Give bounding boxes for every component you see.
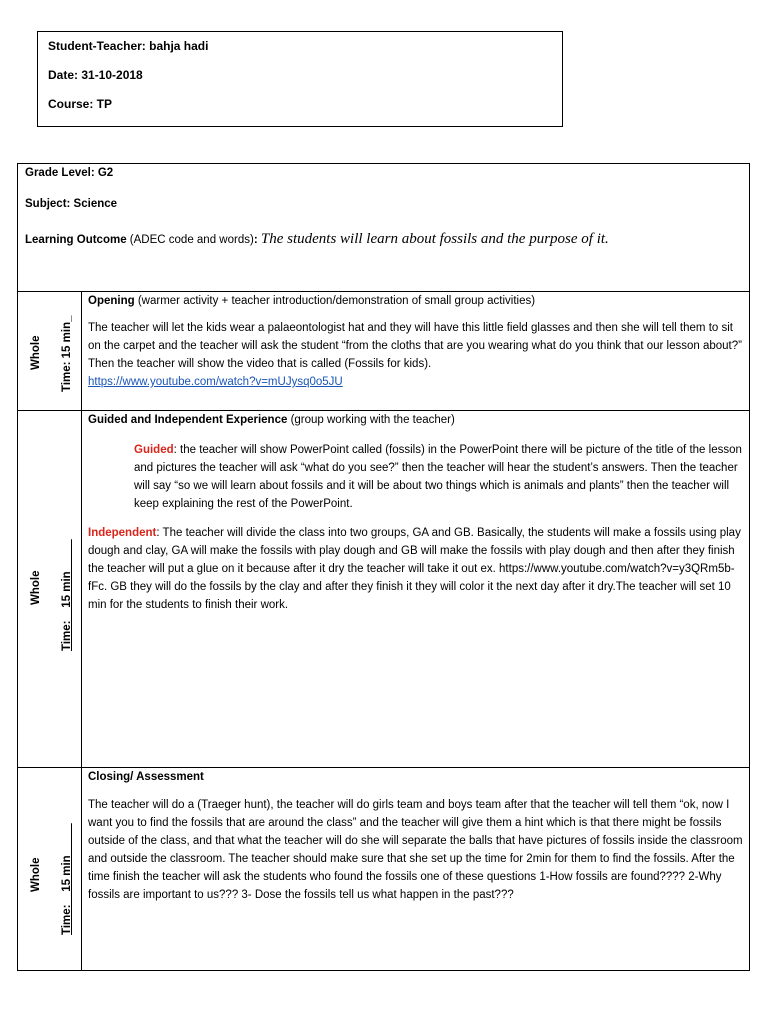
learning-outcome-paren: (ADEC code and words) bbox=[126, 234, 254, 246]
guided-title-text: Guided and Independent Experience bbox=[88, 414, 288, 426]
closing-row bbox=[18, 768, 749, 970]
closing-body: The teacher will do a (Traeger hunt), the teacher will do girls team and boys team after that the teacher will tell them “ok, now I want you to find the fossils that are around the class” and the teacher will give them a hint which is that there might be fossils outside of the class, and that what the teacher will do she will separate the balls that have pictures of fossils inside the classroom and outside the classroom. The teacher should make sure that she set up the time for 2min for them to find the fossils. After the time finish the teacher will ask the students who found the fossils one of these questions 1-How fossils are found???? 2-Why fossils are important to us??? 3- Dose the fossils tell us what happen in the past??? bbox=[88, 799, 743, 901]
opening-body: The teacher will let the kids wear a palaeontologist hat and they will have this little field glasses and then she will tell them to sit on the carpet and the teacher will ask the student “from the cloths that are you wearing what do you think that our lesson about?” Then the teacher will show the video that is called (Fossils for kids). bbox=[88, 322, 742, 370]
guided-paragraph bbox=[134, 441, 743, 513]
guided-whole-label: Whole bbox=[30, 570, 42, 605]
header-info-box bbox=[37, 31, 563, 127]
closing-title: Closing/ Assessment bbox=[88, 771, 204, 783]
closing-content bbox=[88, 768, 743, 904]
guided-text: : the teacher will show PowerPoint called (fossils) in the PowerPoint there will be picture of the title of the lesson and pictures the teacher will ask “what do you see?” then the teacher will hear the student’s answers. Then the teacher will say “so we will learn about fossils and it will be about two things which is animals and plants” then the teacher will keep explaining the rest of the PowerPoint. bbox=[134, 444, 742, 510]
lesson-plan-table bbox=[17, 163, 750, 971]
opening-whole-label: Whole bbox=[30, 335, 42, 370]
guided-side-cell bbox=[18, 411, 82, 767]
opening-title-text: Opening bbox=[88, 295, 135, 307]
guided-label: Guided bbox=[134, 444, 174, 456]
independent-label: Independent bbox=[88, 527, 157, 539]
learning-outcome-label: Learning Outcome bbox=[25, 234, 127, 246]
independent-paragraph bbox=[88, 524, 743, 614]
closing-side-cell bbox=[18, 768, 82, 970]
opening-video-link[interactable]: https://www.youtube.com/watch?v=mUJysq0o5JU bbox=[88, 376, 343, 388]
lesson-date: Date: 31-10-2018 bbox=[48, 68, 143, 82]
grade-level: Grade Level: G2 bbox=[25, 167, 114, 179]
subject: Subject: Science bbox=[25, 198, 118, 210]
closing-time-label: Time:__15 min_____ bbox=[61, 823, 73, 935]
lesson-info-row bbox=[18, 164, 749, 292]
opening-side-cell bbox=[18, 292, 82, 410]
learning-outcome-text: The students will learn about fossils and the purpose of it. bbox=[260, 231, 609, 247]
learning-outcome-colon: : bbox=[253, 234, 258, 246]
course-name: Course: TP bbox=[48, 97, 113, 111]
opening-row bbox=[18, 292, 749, 411]
guided-title-paren: (group working with the teacher) bbox=[287, 414, 455, 426]
independent-text: : The teacher will divide the class into two groups, GA and GB. Basically, the students will make a fossils using play dough and clay, GA will make the fossils with play dough and GB will make the fossils with play dough and then after they finish the teacher will put a glue on it because after it dry the teacher will take it out ex. https://www.youtube.com/watch?v=y3QRm5b-fFc. GB they will do the fossils by the clay and after they finish it they will color it the next day after it dry.The teacher will set 10 min for the students to finish their work. bbox=[88, 527, 741, 611]
guided-title bbox=[88, 411, 743, 429]
learning-outcome bbox=[25, 229, 743, 250]
opening-title-paren: (warmer activity + teacher introduction/demonstration of small group activities) bbox=[134, 295, 536, 307]
opening-content bbox=[88, 292, 743, 391]
closing-whole-label: Whole bbox=[30, 857, 42, 892]
guided-time-label: Time:__15 min_____ bbox=[61, 539, 73, 651]
guided-content bbox=[88, 411, 743, 614]
student-teacher-name: Student-Teacher: bahja hadi bbox=[48, 39, 209, 53]
opening-title bbox=[88, 292, 743, 310]
guided-independent-row bbox=[18, 411, 749, 768]
opening-time-label: Time: 15 min_ bbox=[61, 315, 73, 392]
